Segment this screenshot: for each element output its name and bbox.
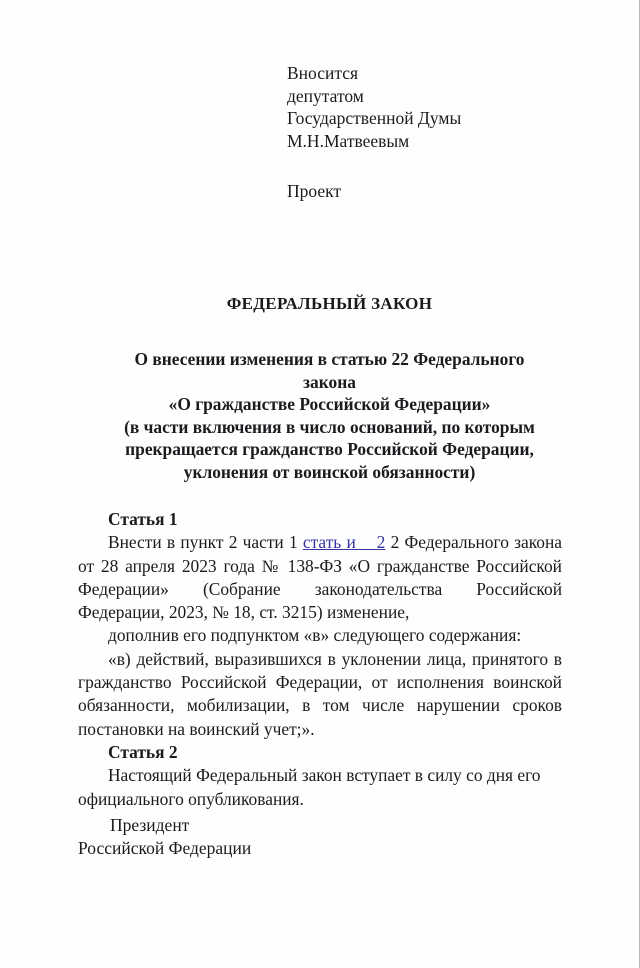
article-1-heading: Статья 1 xyxy=(108,509,178,529)
submitter-line-3: Государственной Думы xyxy=(287,108,462,128)
signature-role: Президент xyxy=(110,815,190,835)
article-1-paragraph xyxy=(78,531,562,624)
article-1-text-before-link: Внести в пункт 2 части 1 xyxy=(108,532,303,553)
signature-block xyxy=(78,814,251,860)
project-label: Проект xyxy=(287,181,342,201)
title-line-6: уклонения от воинской обязанности) xyxy=(183,461,476,482)
document-title xyxy=(72,348,587,484)
title-line-3: «О гражданстве Российской Федерации» xyxy=(168,394,491,415)
submitter-line-2: депутатом xyxy=(287,85,364,106)
title-line-1: О внесении изменения в статью 22 Федерального xyxy=(134,349,525,369)
article-22-link[interactable]: стать и 2 xyxy=(302,532,386,553)
article-2-heading: Статья 2 xyxy=(108,741,178,762)
signature-country: Российской Федерации xyxy=(78,838,252,858)
title-line-5: прекращается гражданство Российской Федерации, xyxy=(125,439,534,460)
document-body xyxy=(78,508,562,811)
title-line-4: (в части включения в число оснований, по которым xyxy=(124,416,535,437)
submitter-block xyxy=(287,62,567,152)
article-1-continuation: дополнив его подпунктом «в» следующего содержания: xyxy=(108,625,522,646)
law-type-heading: ФЕДЕРАЛЬНЫЙ ЗАКОН xyxy=(226,294,433,313)
submitter-line-4: М.Н.Матвеевым xyxy=(287,130,410,151)
article-1-subparagraph-v: «в) действий, выразившихся в уклонении лица, принятого в гражданство Российской Федерации, от исполнения воинской обязанности, мобилизации, в том числе нарушении сроков постановки на воинский учет;». xyxy=(78,648,562,739)
article-2-paragraph: Настоящий Федеральный закон вступает в силу со дня его официального опубликования. xyxy=(78,765,541,809)
title-line-2: закона xyxy=(303,371,356,392)
article-1-text-after-link: 2 Федерального закона от 28 апреля 2023 года № 138-ФЗ «О гражданстве Российской Федерации» (Собрание законодательства Российской Федерации, 2023, № 18, ст. 3215) изменение, xyxy=(78,532,563,623)
submitter-line-1: Вносится xyxy=(287,63,359,83)
